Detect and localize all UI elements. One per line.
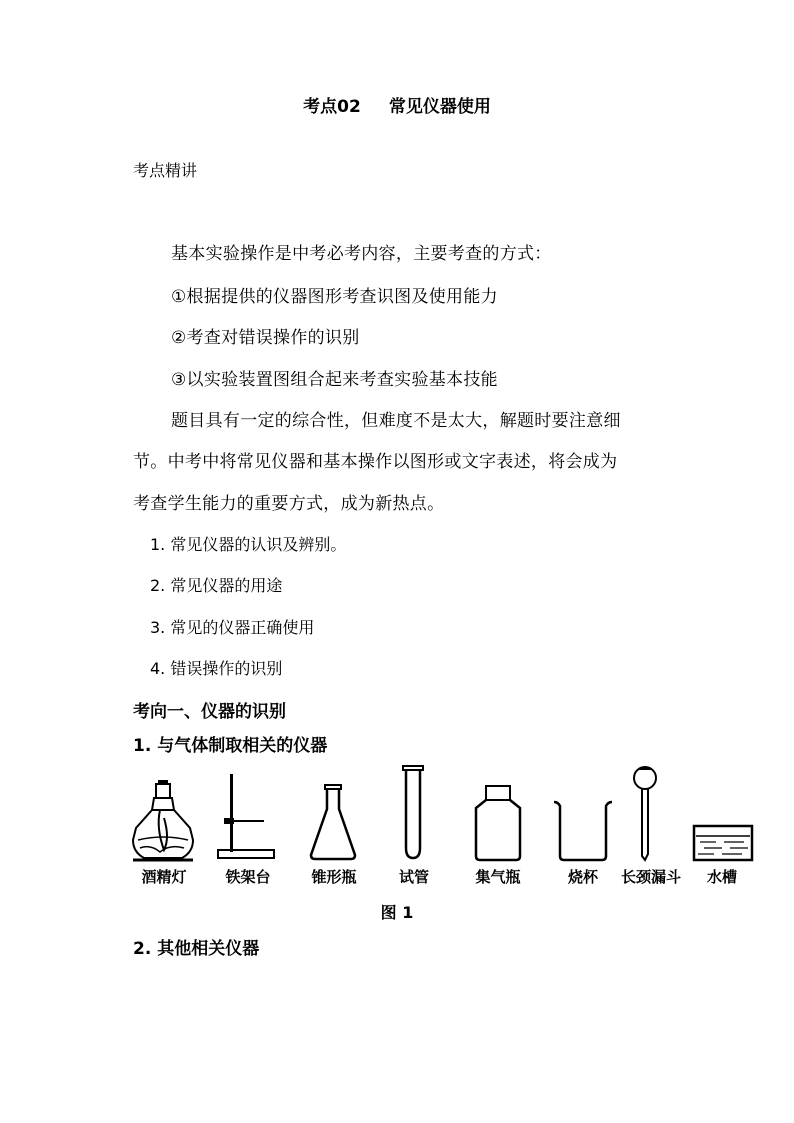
label-test-tube: 试管 xyxy=(398,868,429,886)
iron-stand-icon xyxy=(216,772,276,862)
water-trough-icon xyxy=(692,824,754,862)
label-iron-stand: 铁架台 xyxy=(225,868,271,886)
gas-bottle-icon xyxy=(472,784,524,862)
title-code: 考点02 xyxy=(303,97,361,117)
direction-heading: 考向一、仪器的识别 xyxy=(133,702,286,722)
method-item-1: ①根据提供的仪器图形考查识图及使用能力 xyxy=(171,287,498,307)
summary-line-1: 题目具有一定的综合性，但难度不是太大，解题时要注意细 xyxy=(171,411,621,431)
method-item-2: ②考查对错误操作的识别 xyxy=(171,328,360,348)
conical-flask-icon xyxy=(308,783,358,863)
section-heading: 考点精讲 xyxy=(133,161,198,180)
list-item: 4. 错误操作的识别 xyxy=(150,659,283,678)
alcohol-lamp-icon xyxy=(130,778,196,864)
beaker-icon xyxy=(552,800,614,862)
label-conical-flask: 锥形瓶 xyxy=(311,868,357,886)
long-neck-funnel-icon xyxy=(625,766,665,862)
label-trough: 水槽 xyxy=(706,868,737,886)
summary-line-3: 考查学生能力的重要方式，成为新热点。 xyxy=(133,494,445,514)
method-item-3: ③以实验装置图组合起来考查实验基本技能 xyxy=(171,370,498,390)
summary-line-2: 节。中考中将常见仪器和基本操作以图形或文字表述，将会成为 xyxy=(133,452,618,472)
figure-caption: 图 1 xyxy=(380,903,414,922)
label-funnel: 长颈漏斗 xyxy=(620,868,681,886)
list-item: 2. 常见仪器的用途 xyxy=(150,576,283,595)
list-item: 3. 常见的仪器正确使用 xyxy=(150,618,315,637)
label-alcohol-lamp: 酒精灯 xyxy=(141,868,187,886)
title-text: 常见仪器使用 xyxy=(388,97,491,117)
list-item: 1. 常见仪器的认识及辨别。 xyxy=(150,535,347,554)
page-title xyxy=(0,92,794,117)
subheading-other: 2. 其他相关仪器 xyxy=(133,939,260,959)
intro-paragraph: 基本实验操作是中考必考内容，主要考查的方式： xyxy=(171,244,552,264)
subheading-gas: 1. 与气体制取相关的仪器 xyxy=(133,736,328,756)
label-beaker: 烧杯 xyxy=(567,868,598,886)
label-gas-bottle: 集气瓶 xyxy=(475,868,521,886)
test-tube-icon xyxy=(400,764,426,860)
